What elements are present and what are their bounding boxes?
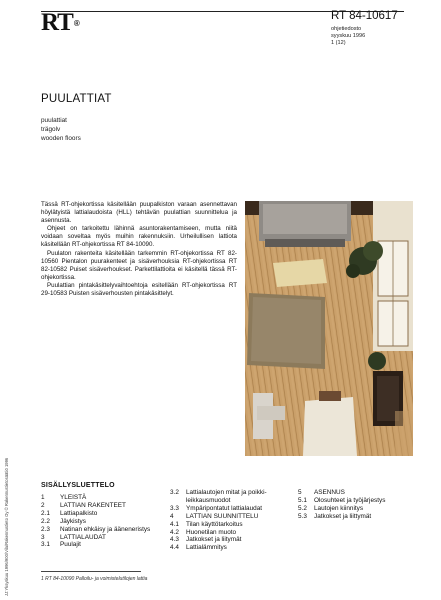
toc-column-3 — [298, 489, 385, 521]
toc-item-number: 4.3 — [170, 536, 179, 544]
toc-item-number — [170, 497, 186, 505]
toc-item-label: leikkausmuodot — [186, 496, 231, 504]
toc-item-number: 5.3 — [298, 512, 307, 520]
toc-item-number: 3.2 — [170, 489, 179, 496]
floor-photo — [245, 201, 413, 456]
toc-item[interactable] — [170, 505, 267, 513]
toc-item-number: 2.3 — [41, 525, 50, 533]
toc-item[interactable] — [298, 489, 385, 497]
toc-item[interactable] — [170, 489, 267, 497]
toc-item[interactable] — [298, 505, 385, 513]
toc-item[interactable] — [41, 510, 150, 518]
toc-item[interactable] — [170, 536, 267, 544]
print-info: JJ:Yksyskuu 1996/900/Vila/Rakennustieto Oy © Rakennustietosäätiö 1996 — [4, 457, 9, 596]
toc-item-label: Lautojen kiinnitys — [314, 504, 364, 512]
toc-item-label: Lattiapalkisto — [60, 509, 98, 517]
document-number: RT 84-10617 — [331, 10, 398, 22]
toc-item-number: 4.4 — [170, 544, 179, 552]
toc-item-label: Lattialämmitys — [186, 544, 227, 552]
toc-item-label: Ympäripontatut lattialaudat — [186, 504, 263, 512]
toc-item-number: 5 — [298, 489, 302, 496]
intro-paragraph: Tässä RT-ohjekortissa käsitellään puupalkiston varaan asennettavan höylätyistä lattialaudoista (HLL) tehtävän puulattian suunnittelua ja asennusta. — [41, 201, 237, 225]
toc-title: SISÄLLYSLUETTELO — [41, 482, 115, 489]
toc-item[interactable] — [41, 518, 150, 526]
toc-item-label: LATTIALAUDAT — [60, 533, 106, 541]
toc-item-number: 4.2 — [170, 528, 179, 536]
toc-item-label: Tilan käyttötarkoitus — [186, 520, 243, 528]
page-title: PUULATTIAT — [41, 93, 112, 105]
toc-item-number: 2.2 — [41, 517, 50, 525]
registered-mark: ® — [73, 19, 79, 28]
toc-item-label: Natinan ehkäisy ja ääneneristys — [60, 525, 151, 533]
toc-item[interactable] — [298, 497, 385, 505]
toc-item[interactable] — [170, 529, 267, 537]
toc-item-label: LATTIAN SUUNNITTELU — [186, 512, 259, 520]
toc-item-number: 5.1 — [298, 496, 307, 504]
intro-paragraph: Ohjeet on tarkoitettu lähinnä asuntorakentamiseen, mutta niitä voidaan soveltaa myös muihin rakennuksiin. Urheilullisen lattiota käsitellään RT-ohjekortissa RT 84-10090. — [41, 225, 237, 249]
toc-item-label: LATTIAN RAKENTEET — [60, 501, 126, 509]
intro-text — [41, 201, 237, 298]
toc-item[interactable] — [41, 502, 150, 510]
toc-item-number: 4 — [170, 512, 174, 520]
toc-item[interactable] — [41, 534, 150, 542]
meta-type: ohjetiedosto — [331, 26, 362, 32]
toc-item-number: 3.3 — [170, 504, 179, 512]
subtitle-fi: puulattiat — [41, 117, 67, 124]
toc-item-label: Puulajit — [60, 541, 81, 549]
subtitle-en: wooden floors — [41, 135, 81, 142]
toc-item-number: 2.1 — [41, 509, 50, 517]
toc-column-2 — [170, 489, 267, 552]
toc-item-label: Olosuhteet ja työjärjestys — [314, 496, 386, 504]
toc-item[interactable] — [41, 494, 150, 502]
document-meta — [331, 26, 365, 47]
toc-item-number: 2 — [41, 501, 45, 509]
subtitle-sv: trägolv — [41, 126, 61, 133]
toc-item-label: Jatkokset ja liittymät — [314, 512, 372, 520]
toc-item-label: Huonetilan muoto — [186, 528, 237, 536]
toc-item-number: 5.2 — [298, 504, 307, 512]
title-translations — [41, 116, 81, 143]
rt-logo — [41, 10, 79, 36]
toc-item[interactable] — [41, 526, 150, 534]
toc-item[interactable] — [298, 513, 385, 521]
meta-page: 1 (12) — [331, 40, 346, 46]
toc-column-1 — [41, 494, 150, 549]
intro-paragraph: Puulaton rakenteita käsitellään tarkemmin RT-ohjekortissa RT 82-10560 Pientalon puurakenteet ja sisäverhouksia RT-ohjekortissa RT 82-10582 Puiset sisäverhoukset. Parkettilattioita ei käsitellä tässä RT-ohjekortissa. — [41, 249, 237, 281]
toc-item-number: 3 — [41, 533, 45, 541]
toc-item-number: 3.1 — [41, 541, 50, 549]
toc-item[interactable] — [41, 541, 150, 549]
toc-item[interactable] — [170, 544, 267, 552]
toc-item[interactable] — [170, 513, 267, 521]
toc-item-number: 1 — [41, 494, 45, 501]
footnote: 1 RT 84-10090 Palloilu- ja voimistelutilojen lattia — [41, 576, 148, 582]
toc-item-label: Jatkokset ja liitymät — [186, 536, 242, 544]
footnote-rule — [41, 571, 141, 572]
toc-item-label: ASENNUS — [314, 489, 345, 496]
logo-text: RT — [41, 9, 73, 36]
meta-date: syyskuu 1996 — [331, 33, 366, 39]
toc-item-label: Lattialautojen mitat ja poikki- — [186, 489, 267, 496]
toc-item[interactable] — [170, 521, 267, 529]
toc-item-label: YLEISTÄ — [60, 494, 87, 501]
toc-item[interactable] — [170, 497, 267, 505]
toc-item-label: Jäykistys — [60, 517, 86, 525]
intro-paragraph: Puulattian pintakäsittelyvaihtoehtoja esitellään RT-ohjekortissa RT 29-10583 Puisten sisäverhousten pintakäsittelyt. — [41, 281, 237, 298]
toc-item-number: 4.1 — [170, 520, 179, 528]
